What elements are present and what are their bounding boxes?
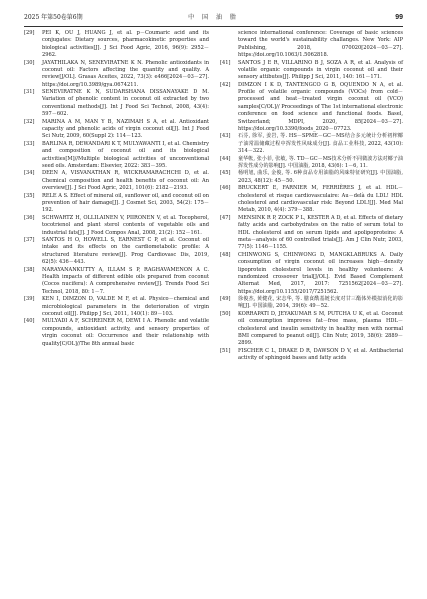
reference-number: [40]: [24, 318, 35, 325]
reference-entry: [220, 252, 403, 296]
reference-entry: [24, 170, 209, 192]
reference-entry: [220, 215, 403, 252]
journal-issue: 2025 年第50卷第6期: [24, 14, 83, 21]
reference-text: SANTOS H O, HOWELL S, EARNEST C P, et al. Coconut oil intake and its effects on the cardiometabolic profile: A structured literature review[J]. Prog Cardiovasc Dis, 2019, 62(5): 436－443.: [42, 237, 209, 266]
reference-text: 徐俊杰, 黄健花, 宋志华, 等. 膳食酰基链长度对甘三酯体外模拟消化的影响[J]. 中国油脂, 2014, 39(6): 49－52.: [238, 296, 403, 310]
reference-text: 童华帐, 张小菲, 张敏, 等. TD－GC－MS技术分析不同微波方法对椰子油挥发性成分的影响[J]. 中国油脂, 2018, 43(6): 1－6, 11.: [238, 155, 403, 169]
reference-text: SENEVIRATNE K N, SUDARSHANA DISSANAYAKE D M. Variation of phenolic content in coconut oil extracted by two conventional methods[J]. Int J Food Sci Technol, 2008, 43(4): 597－602.: [42, 89, 209, 118]
reference-number: [35]: [24, 192, 35, 199]
reference-entry: [220, 170, 403, 185]
reference-text: BARLINA R, DEWANDARI K T, MULYAWANTI I, et al. Chemistry and composition of coconut oil and its biological activities[M]//Multiple biological activities of unconventional seed oils. Amsterdam: Elsevier, 2022: 383－395.: [42, 140, 209, 169]
reference-number: [37]: [24, 237, 35, 244]
reference-column-right: [220, 30, 403, 363]
reference-number: [43]: [220, 133, 231, 140]
reference-number: [49]: [220, 296, 231, 303]
reference-text: CHINWONG S, CHINWONG D, MANGKLABRUKS A. Daily consumption of virgin coconut oil increases high－density lipoprotein cholesterol levels in healthy volunteers: A randomized crossover trial[J/OL]. Evid Based Complement Alternat Med, 2017, 2017: 7251562[2024－03－27]. https://doi.org/10.1155/2017/7251562.: [238, 251, 403, 295]
reference-text: 杨明旭, 曲乐, 金俊, 等. 6种食品专用油脂的风味特征研究[J]. 中国油脂, 2023, 48(12): 45－50.: [238, 170, 403, 184]
reference-entry: [24, 318, 209, 347]
reference-text: MARINA A M, MAN Y B, NAZIMAH S A, et al. Antioxidant capacity and phenolic acids of virgin coconut oil[J]. Int J Food Sci Nutr, 2009, 60(Suppl 2): 114－123.: [42, 118, 209, 140]
reference-number: [30]: [24, 59, 35, 66]
reference-entry: [24, 30, 209, 59]
reference-text: SCHWARTZ H, OLLILAINEN V, PIIRONEN V, et al. Tocopherol, tocotrienol and plant sterol contents of vegetable oils and industrial fats[J]. J Food Compos Anal, 2008, 21(2): 152－161.: [42, 214, 209, 236]
reference-text: PEI K, OU J, HUANG J, et al. p－Coumaric acid and its conjugates: Dietary sources, pharmacokinetic properties and biological activities[J]. J Sci Food Agric, 2016, 96(9): 2952－2962.: [42, 30, 209, 59]
reference-entry: [220, 30, 403, 59]
reference-text: RELE A S. Effect of mineral oil, sunflower oil, and coconut oil on prevention of hair damage[J]. J Cosmet Sci, 2003, 54(2): 175－192.: [42, 192, 209, 214]
reference-entry: [24, 60, 209, 89]
reference-entry: [24, 193, 209, 215]
reference-number: [32]: [24, 118, 35, 125]
reference-entry: [24, 296, 209, 318]
page-number: 99: [395, 14, 403, 21]
reference-column-left: [24, 30, 209, 348]
reference-number: [44]: [220, 155, 231, 162]
reference-entry: [220, 185, 403, 214]
reference-text: JAYATHILAKA N, SENEVIRATNE K N. Phenolic antioxidants in coconut oil: Factors affecting the quantity and quality. A review[J/OL]. Grasas Aceites, 2022, 73(3): e466[2024－03－27]. https://doi.org/10.3989/gya.0674211.: [42, 59, 209, 88]
reference-entry: [24, 89, 209, 118]
reference-number: [34]: [24, 170, 35, 177]
reference-text: KEN I, DIMZON D, VALDE M F, et al. Physico－chemical and microbiological parameters in the deterioration of virgin coconut oil[J]. Philipp J Sci, 2011, 140(1): 89－103.: [42, 296, 209, 317]
reference-number: [45]: [220, 170, 231, 177]
reference-number: [33]: [24, 140, 35, 147]
reference-number: [29]: [24, 30, 35, 36]
reference-entry: [220, 133, 403, 155]
reference-text: MULYADI A F, SCHREINER M, DEWI I A. Phenolic and volatile compounds, antioxidant activity, and sensory properties of virgin coconut oil: Occurrence and their relationship with quality[C/OL]//The 8th annual basic: [42, 318, 209, 347]
header-rule: [24, 26, 403, 27]
reference-text: DIMZON I K D, TANTENGCO G B, OQUENDO N A, et al. Profile of volatile organic compounds (VOCs) from cold－processed and heat－treated virgin coconut oil (VCO) samples[C/OL]// Proceedings of The 1st international electronic conference on food science and functional foods. Basel, Switzerland; MDPI, 2020, 85[2024－03－27]. https://doi.org/10.3390/foods_2020－07723.: [238, 81, 403, 132]
reference-text: 石芬, 徐军, 姜岩, 等. HS－SPME－GC－MS结合多元统计分析初榨椰子油常温储藏过程中挥发性风味成分[J]. 食品工业科技, 2022, 43(10): 314－322.: [238, 133, 403, 155]
reference-text: FISCHER C L, DRAKE D R, DAWSON D V, et al. Antibacterial activity of sphingoid bases and fatty acids: [238, 347, 403, 362]
journal-title: 中 国 油 脂: [188, 14, 239, 21]
reference-text: KORRAPATI D, JEYAKUMAR S M, PUTCHA U K, et al. Coconut oil consumption improves fat－free mass, plasma HDL－cholesterol and insulin sensitivity in healthy men with normal BMI compared to peanut oil[J]. Clin Nutr, 2019, 38(6): 2889－2899.: [238, 310, 403, 347]
reference-entry: [220, 82, 403, 133]
reference-text: NARAYANANKUTTY A, ILLAM S P, RAGHAVAMENON A C. Health impacts of different edible oils prepared from coconut (Cocos nucifera): A comprehensive review[J]. Trends Food Sci Technol, 2018, 80: 1－7.: [42, 266, 209, 295]
reference-entry: [220, 60, 403, 82]
reference-entry: [24, 237, 209, 266]
reference-text: BRUCKERT E, FARNIER M, FERRIÈRES J, et al. HDL－cholesterol et risque cardiovasculaire: Au－delà du LDL! HDL cholesterol and cardiovascular risk: Beyond LDL![J]. Med Mal Metab, 2010, 4(4): 379－388.: [238, 185, 403, 214]
reference-number: [38]: [24, 266, 35, 273]
reference-number: [48]: [220, 251, 231, 258]
reference-entry: [220, 348, 403, 363]
reference-entry: [24, 215, 209, 237]
reference-entry: [220, 311, 403, 348]
reference-number: [36]: [24, 214, 35, 221]
reference-number: [41]: [220, 59, 231, 66]
reference-number: [50]: [220, 310, 231, 317]
reference-text: science international conference: Coverage of basic sciences toward the world's sustainability challanges. New York: AIP Publishing, 2018, 070020[2024－03－27]. https://doi.org/10.1063/1.5062818.: [238, 30, 403, 59]
reference-entry: [24, 141, 209, 170]
reference-number: [51]: [220, 347, 231, 354]
page-header: [24, 12, 403, 24]
reference-entry: [220, 156, 403, 171]
reference-number: [31]: [24, 89, 35, 96]
reference-entry: [24, 119, 209, 141]
reference-text: MENSINK R P, ZOCK P L, KESTER A D, et al. Effects of dietary fatty acids and carbohydrates on the ratio of serum total to HDL cholesterol and on serum lipids and apolipoproteins: A meta－analysis of 60 controlled trials[J]. Am J Clin Nutr, 2003, 77(5): 1146－1155.: [238, 214, 403, 251]
reference-text: SANTOS J E R, VILLARINO B J, SOZA A R, et al. Analysis of volatile organic compounds in virgin coconut oil and their sensory attibutes[J]. Philipp J Sci, 2011, 140: 161－171.: [238, 59, 403, 81]
reference-entry: [220, 296, 403, 311]
reference-number: [47]: [220, 214, 231, 221]
reference-number: [42]: [220, 81, 231, 88]
reference-number: [46]: [220, 185, 231, 192]
reference-text: DEEN A, VISVANATHAN R, WICKRAMARACHCHI D, et al. Chemical composition and health benefits of coconut oil: An overview[J]. J Sci Food Agric, 2021, 101(6): 2182－2193.: [42, 170, 209, 192]
reference-number: [39]: [24, 296, 35, 303]
reference-entry: [24, 267, 209, 296]
